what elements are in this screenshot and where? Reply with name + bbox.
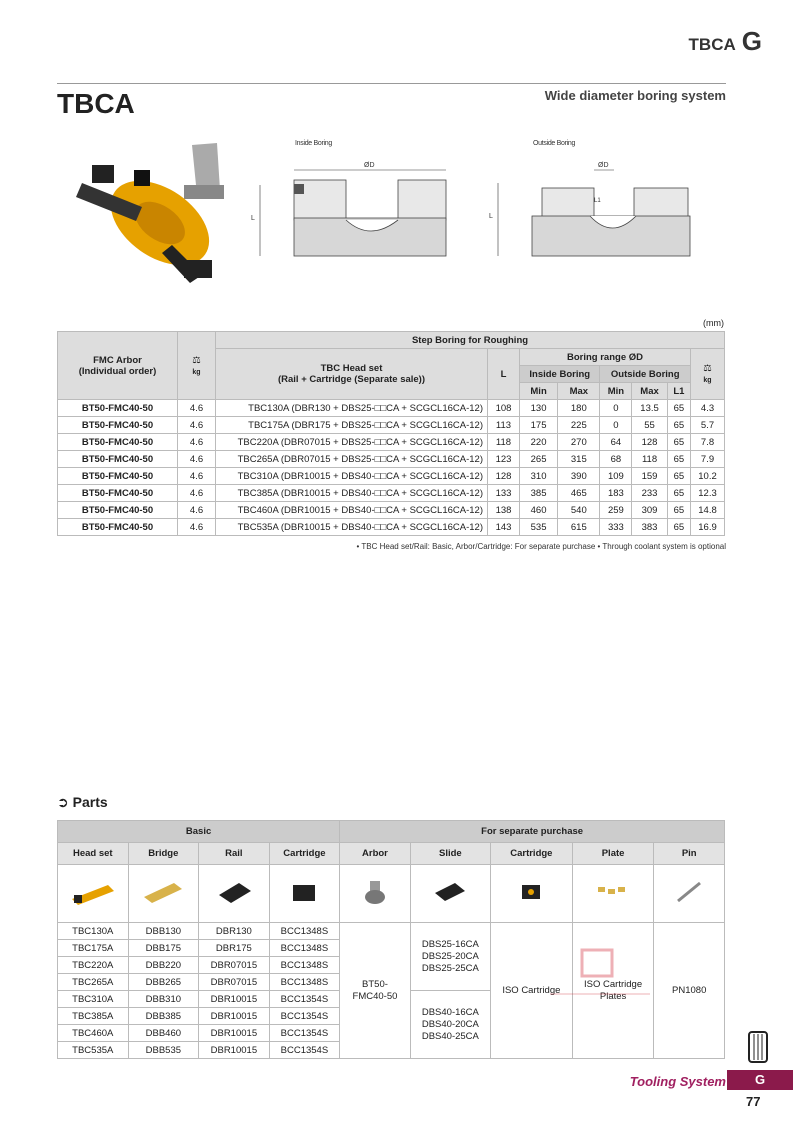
weight-icon: ⚖ kg: [691, 349, 725, 400]
cell-arbor: BT50-FMC40-50: [58, 485, 178, 502]
cell-in_max: 270: [558, 434, 600, 451]
parts-cell-bridge: DBB385: [128, 1008, 199, 1025]
cell-l1: 65: [667, 519, 690, 536]
cell-in_max: 390: [558, 468, 600, 485]
parts-cell-head: TBC385A: [58, 1008, 129, 1025]
cell-out_min: 0: [600, 417, 632, 434]
footer-text: Tooling System: [629, 1074, 726, 1089]
table-row: [58, 468, 725, 485]
cell-in_max: 465: [558, 485, 600, 502]
cell-head: TBC130A (DBR130 + DBS25-□□CA + SCGCL16CA-12): [216, 400, 488, 417]
cell-arbor: BT50-FMC40-50: [58, 417, 178, 434]
cell-in_max: 540: [558, 502, 600, 519]
parts-cell-rail: DBR10015: [199, 1042, 270, 1059]
parts-cell-rail: DBR10015: [199, 1025, 270, 1042]
parts-title: ➲ Parts: [57, 794, 108, 810]
table-note: • TBC Head set/Rail: Basic, Arbor/Cartridge: For separate purchase • Through coolant system is optional: [356, 542, 726, 551]
cell-kg2: 12.3: [691, 485, 725, 502]
parts-cell-cart: BCC1354S: [269, 1042, 340, 1059]
cell-kg: 4.6: [178, 400, 216, 417]
parts-cell-bridge: DBB265: [128, 974, 199, 991]
cell-arbor: BT50-FMC40-50: [58, 502, 178, 519]
cell-out_min: 259: [600, 502, 632, 519]
parts-col-header: Cartridge: [269, 843, 340, 865]
cell-arbor: BT50-FMC40-50: [58, 519, 178, 536]
parts-col-header: Head set: [58, 843, 129, 865]
cell-kg: 4.6: [178, 519, 216, 536]
rail-image-icon: [199, 865, 270, 923]
cell-in_min: 535: [520, 519, 558, 536]
parts-cell-head: TBC130A: [58, 923, 129, 940]
parts-col-header: Slide: [410, 843, 490, 865]
cell-in_max: 315: [558, 451, 600, 468]
outside-boring-label: Outside Boring: [533, 140, 576, 147]
cell-in_min: 175: [520, 417, 558, 434]
parts-col-header: Rail: [199, 843, 270, 865]
parts-plate: ISO Cartridge Plates: [572, 923, 654, 1059]
inside-boring-diagram: [248, 150, 458, 265]
plates-image-icon: [572, 865, 654, 923]
cell-in_min: 130: [520, 400, 558, 417]
cell-head: TBC175A (DBR175 + DBS25-□□CA + SCGCL16CA-12): [216, 417, 488, 434]
unit-label: (mm): [703, 318, 724, 328]
cell-kg2: 7.9: [691, 451, 725, 468]
cell-kg2: 16.9: [691, 519, 725, 536]
cell-l: 108: [488, 400, 520, 417]
cell-out_min: 0: [600, 400, 632, 417]
cell-out_min: 183: [600, 485, 632, 502]
cell-out_min: 68: [600, 451, 632, 468]
watermark-logo: [540, 946, 660, 1016]
parts-cell-head: TBC535A: [58, 1042, 129, 1059]
parts-slide-b: DBS40-16CA DBS40-20CA DBS40-25CA: [410, 991, 490, 1059]
cell-l: 128: [488, 468, 520, 485]
cell-head: TBC220A (DBR07015 + DBS25-□□CA + SCGCL16CA-12): [216, 434, 488, 451]
parts-arbor: BT50- FMC40-50: [340, 923, 411, 1059]
table-row: [58, 485, 725, 502]
cell-in_min: 460: [520, 502, 558, 519]
parts-col-header: Pin: [654, 843, 725, 865]
table-row: [58, 923, 725, 940]
cell-out_max: 55: [632, 417, 667, 434]
cell-out_min: 109: [600, 468, 632, 485]
parts-cell-head: TBC175A: [58, 940, 129, 957]
cell-out_max: 159: [632, 468, 667, 485]
parts-cell-bridge: DBB130: [128, 923, 199, 940]
cell-head: TBC460A (DBR10015 + DBS40-□□CA + SCGCL16CA-12): [216, 502, 488, 519]
section-code: TBCA G: [688, 26, 762, 56]
cell-kg: 4.6: [178, 485, 216, 502]
header-divider: [57, 83, 726, 84]
cell-kg2: 14.8: [691, 502, 725, 519]
arbor-image-icon: [340, 865, 411, 923]
cell-out_max: 128: [632, 434, 667, 451]
col-group: Step Boring for Roughing: [216, 332, 725, 349]
parts-cell-rail: DBR07015: [199, 957, 270, 974]
cell-out_max: 383: [632, 519, 667, 536]
parts-iso-cartridge: ISO Cartridge: [491, 923, 573, 1059]
table-row: [58, 502, 725, 519]
cell-out_max: 13.5: [632, 400, 667, 417]
cell-l1: 65: [667, 400, 690, 417]
spec-table: FMC Arbor (Individual order) ⚖ kg Step Boring for Roughing TBC Head set (Rail + Cartridge (Separate sale)) L Boring range ØD ⚖ kg Inside Boring Outside Boring Min Max Min Max L1 BT50-FMC40-50 4.6 TBC130A (DBR130 + DBS25-□□CA + SCGCL16CA-12) 108 130 180 0 13.5 65 4.3 BT50-FMC40-50 4.6 TBC175A (DBR175 + DBS25-□□CA + SCGCL16CA-12) 113 175 225 0 55 65 5.7 BT50-FMC40-50 4.6 TBC220A (DBR07015 + DBS25-□□CA + SCGCL16CA-12) 118 220 270 64 128 65 7.8 BT50-FMC40-50 4.6 TBC265A (DBR07015 + DBS25-□□CA + SCGCL16CA-12) 123 265 315 68 118 65 7.9 BT50-FMC40-50 4.6 TBC310A (DBR10015 + DBS40-□□CA + SCGCL16CA-12) 128 310 390 109 159 65 10.2 BT50-FMC40-50 4.6 TBC385A (DBR10015 + DBS40-□□CA + SCGCL16CA-12) 133 385 465 183 233 65 12.3 BT50-FMC40-50 4.6 TBC460A (DBR10015 + DBS40-□□CA + SCGCL16CA-12) 138 460 540 259 309 65 14.8 BT50-FMC40-50 4.6 TBC535A (DBR10015 + DBS40-□□CA + SCGCL16CA-12) 143 535 615 333 383 65 16.9: [57, 331, 725, 536]
cell-in_max: 180: [558, 400, 600, 417]
arrow-circle-icon: ➲: [57, 794, 73, 810]
parts-cell-bridge: DBB220: [128, 957, 199, 974]
cell-l: 138: [488, 502, 520, 519]
svg-text:L1: L1: [594, 198, 601, 204]
parts-cell-cart: BCC1348S: [269, 974, 340, 991]
cell-out_max: 118: [632, 451, 667, 468]
parts-cell-bridge: DBB310: [128, 991, 199, 1008]
parts-cell-rail: DBR10015: [199, 1008, 270, 1025]
parts-cell-cart: BCC1354S: [269, 1008, 340, 1025]
chuck-icon: [745, 1030, 771, 1068]
cell-arbor: BT50-FMC40-50: [58, 451, 178, 468]
product-photo: [72, 135, 237, 285]
od-label: ØD: [364, 162, 375, 169]
parts-cell-head: TBC460A: [58, 1025, 129, 1042]
parts-cell-rail: DBR175: [199, 940, 270, 957]
cell-arbor: BT50-FMC40-50: [58, 468, 178, 485]
cell-l: 113: [488, 417, 520, 434]
table-row: [58, 400, 725, 417]
cell-out_max: 309: [632, 502, 667, 519]
cell-l: 118: [488, 434, 520, 451]
col-l: L: [488, 349, 520, 400]
parts-cell-cart: BCC1354S: [269, 1025, 340, 1042]
parts-cell-bridge: DBB535: [128, 1042, 199, 1059]
cell-in_min: 310: [520, 468, 558, 485]
cell-kg: 4.6: [178, 502, 216, 519]
inside-boring-label: Inside Boring: [295, 140, 332, 147]
cell-arbor: BT50-FMC40-50: [58, 434, 178, 451]
table-row: [58, 417, 725, 434]
cell-in_min: 265: [520, 451, 558, 468]
page-number: 77: [746, 1094, 761, 1109]
parts-cell-head: TBC310A: [58, 991, 129, 1008]
cell-kg2: 5.7: [691, 417, 725, 434]
table-row: [58, 519, 725, 536]
col-range: Boring range ØD: [520, 349, 691, 366]
col-head-set: TBC Head set (Rail + Cartridge (Separate sale)): [216, 349, 488, 400]
cell-out_max: 233: [632, 485, 667, 502]
svg-text:L: L: [251, 215, 255, 222]
cell-out_min: 64: [600, 434, 632, 451]
cell-head: TBC535A (DBR10015 + DBS40-□□CA + SCGCL16CA-12): [216, 519, 488, 536]
outside-boring-diagram: [486, 150, 701, 265]
pin-image-icon: [654, 865, 725, 923]
slide-image-icon: [410, 865, 490, 923]
cell-kg: 4.6: [178, 451, 216, 468]
parts-cell-cart: BCC1348S: [269, 923, 340, 940]
cell-kg2: 10.2: [691, 468, 725, 485]
cell-in_min: 220: [520, 434, 558, 451]
cell-head: TBC385A (DBR10015 + DBS40-□□CA + SCGCL16CA-12): [216, 485, 488, 502]
cell-head: TBC265A (DBR07015 + DBS25-□□CA + SCGCL16CA-12): [216, 451, 488, 468]
parts-cell-rail: DBR130: [199, 923, 270, 940]
table-row: [58, 451, 725, 468]
cell-kg: 4.6: [178, 417, 216, 434]
cell-l: 143: [488, 519, 520, 536]
cell-l1: 65: [667, 468, 690, 485]
cell-arbor: BT50-FMC40-50: [58, 400, 178, 417]
parts-cell-cart: BCC1354S: [269, 991, 340, 1008]
cell-kg2: 7.8: [691, 434, 725, 451]
cell-out_min: 333: [600, 519, 632, 536]
svg-text:ØD: ØD: [598, 162, 609, 169]
parts-cell-cart: BCC1348S: [269, 957, 340, 974]
table-row: [58, 434, 725, 451]
cell-l: 133: [488, 485, 520, 502]
cell-l1: 65: [667, 485, 690, 502]
cell-in_min: 385: [520, 485, 558, 502]
cell-l1: 65: [667, 502, 690, 519]
parts-cell-bridge: DBB460: [128, 1025, 199, 1042]
parts-cell-rail: DBR07015: [199, 974, 270, 991]
parts-col-header: Plate: [572, 843, 654, 865]
parts-col-header: Cartridge: [491, 843, 573, 865]
cell-l1: 65: [667, 417, 690, 434]
iso-cartridge-image-icon: [491, 865, 573, 923]
page-title: TBCA: [57, 88, 135, 119]
parts-cell-head: TBC265A: [58, 974, 129, 991]
svg-text:L: L: [489, 213, 493, 220]
parts-col-header: Bridge: [128, 843, 199, 865]
parts-cell-bridge: DBB175: [128, 940, 199, 957]
cartridge-image-icon: [269, 865, 340, 923]
cell-kg2: 4.3: [691, 400, 725, 417]
parts-col-header: Arbor: [340, 843, 411, 865]
cell-in_max: 615: [558, 519, 600, 536]
page-subtitle: Wide diameter boring system: [544, 88, 726, 103]
parts-cell-cart: BCC1348S: [269, 940, 340, 957]
section-tab: G: [727, 1070, 793, 1090]
head-set-image-icon: [58, 865, 129, 923]
parts-cell-rail: DBR10015: [199, 991, 270, 1008]
bridge-image-icon: [128, 865, 199, 923]
cell-l1: 65: [667, 451, 690, 468]
cell-kg: 4.6: [178, 468, 216, 485]
parts-cell-head: TBC220A: [58, 957, 129, 974]
parts-pin: PN1080: [654, 923, 725, 1059]
col-arbor: FMC Arbor (Individual order): [58, 332, 178, 400]
parts-table: Basic For separate purchase Head set Bridge Rail Cartridge Arbor Slide Cartridge Plate Pin TBC130A DBB130 DBR130 BCC1348S BT50- FMC40-50 DBS25-16CA DBS25-20CA DBS25-25CA ISO Cartridge ISO Cartridge Plates PN1080 TBC175A DBB175 DBR175 BCC1348S TBC220A DBB220 DBR07015 BCC1348S TBC265A DBB265 DBR07015 BCC1348S TBC310A DBB310 DBR10015 BCC1354S DBS40-16CA DBS40-20CA DBS40-25CA TBC385A DBB385 DBR10015 BCC1354S TBC460A DBB460 DBR10015 BCC1354S TBC535A DBB535 DBR10015 BCC1354S: [57, 820, 725, 1059]
cell-in_max: 225: [558, 417, 600, 434]
weight-icon: ⚖ kg: [178, 332, 216, 400]
cell-head: TBC310A (DBR10015 + DBS40-□□CA + SCGCL16CA-12): [216, 468, 488, 485]
cell-l: 123: [488, 451, 520, 468]
parts-slide-a: DBS25-16CA DBS25-20CA DBS25-25CA: [410, 923, 490, 991]
cell-l1: 65: [667, 434, 690, 451]
cell-kg: 4.6: [178, 434, 216, 451]
